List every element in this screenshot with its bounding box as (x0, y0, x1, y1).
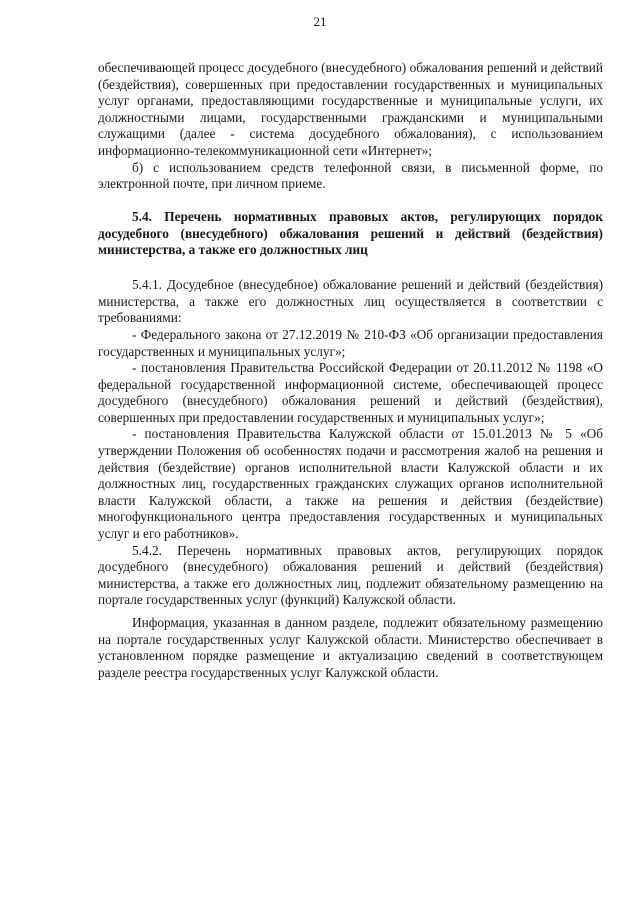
section-heading: 5.4. Перечень нормативных правовых актов, регулирующих порядок досудебного (внесудебного) обжалования решений и действий (бездействия) министерства, а также его должностных лиц (98, 208, 603, 258)
list-item: - постановления Правительства Калужской области от 15.01.2013 № 5 «Об утверждении Положения об особенностях подачи и рассмотрения жалоб на решения и действия (бездействие) органов исполнительной власти Калужской области и их должностных лиц, государственных гражданских служащих органов исполнительной власти Калужской области, а также на решения и действия (бездействие) многофункционального центра предоставления государственных и муниципальных услуг и его работников». (98, 426, 603, 542)
paragraph: 5.4.1. Досудебное (внесудебное) обжалование решений и действий (бездействия) министерства, а также его должностных лиц осуществляется в соответствии с требованиями: (98, 277, 603, 326)
list-item: - постановления Правительства Российской Федерации от 20.11.2012 № 1198 «О федеральной государственной информационной системе, обеспечивающей процесс досудебного (внесудебного) обжалования решений и действий (бездействия), совершенных при предоставлении государственных и муниципальных услуг»; (98, 360, 603, 425)
paragraph: 5.4.2. Перечень нормативных правовых актов, регулирующих порядок досудебного (внесудебного) обжалования решений и действий (бездействия) министерства, а также его должностных лиц, подлежит обязательному размещению на портале государственных услуг (функций) Калужской области. (98, 542, 603, 608)
page-number: 21 (313, 14, 327, 29)
page-body (98, 60, 603, 681)
paragraph: б) с использованием средств телефонной связи, в письменной форме, по электронной почте, при личном приеме. (98, 159, 603, 192)
paragraph: Информация, указанная в данном разделе, подлежит обязательному размещению на портале государственных услуг Калужской области. Министерство обеспечивает в установленном порядке размещение и актуализацию сведений в соответствующем разделе реестра государственных услуг Калужской области. (98, 615, 603, 680)
list-item: - Федерального закона от 27.12.2019 № 210-ФЗ «Об организации предоставления государственных и муниципальных услуг»; (98, 326, 603, 359)
paragraph: обеспечивающей процесс досудебного (внесудебного) обжалования решений и действий (бездействия), совершенных при предоставлении государственных и муниципальных услуг органами, предоставляющими государственные и муниципальные услуги, их должностными лицами, государственными гражданскими и муниципальными служащими (далее - система досудебного обжалования), с использованием информационно-телекоммуникационной сети «Интернет»; (98, 60, 603, 158)
